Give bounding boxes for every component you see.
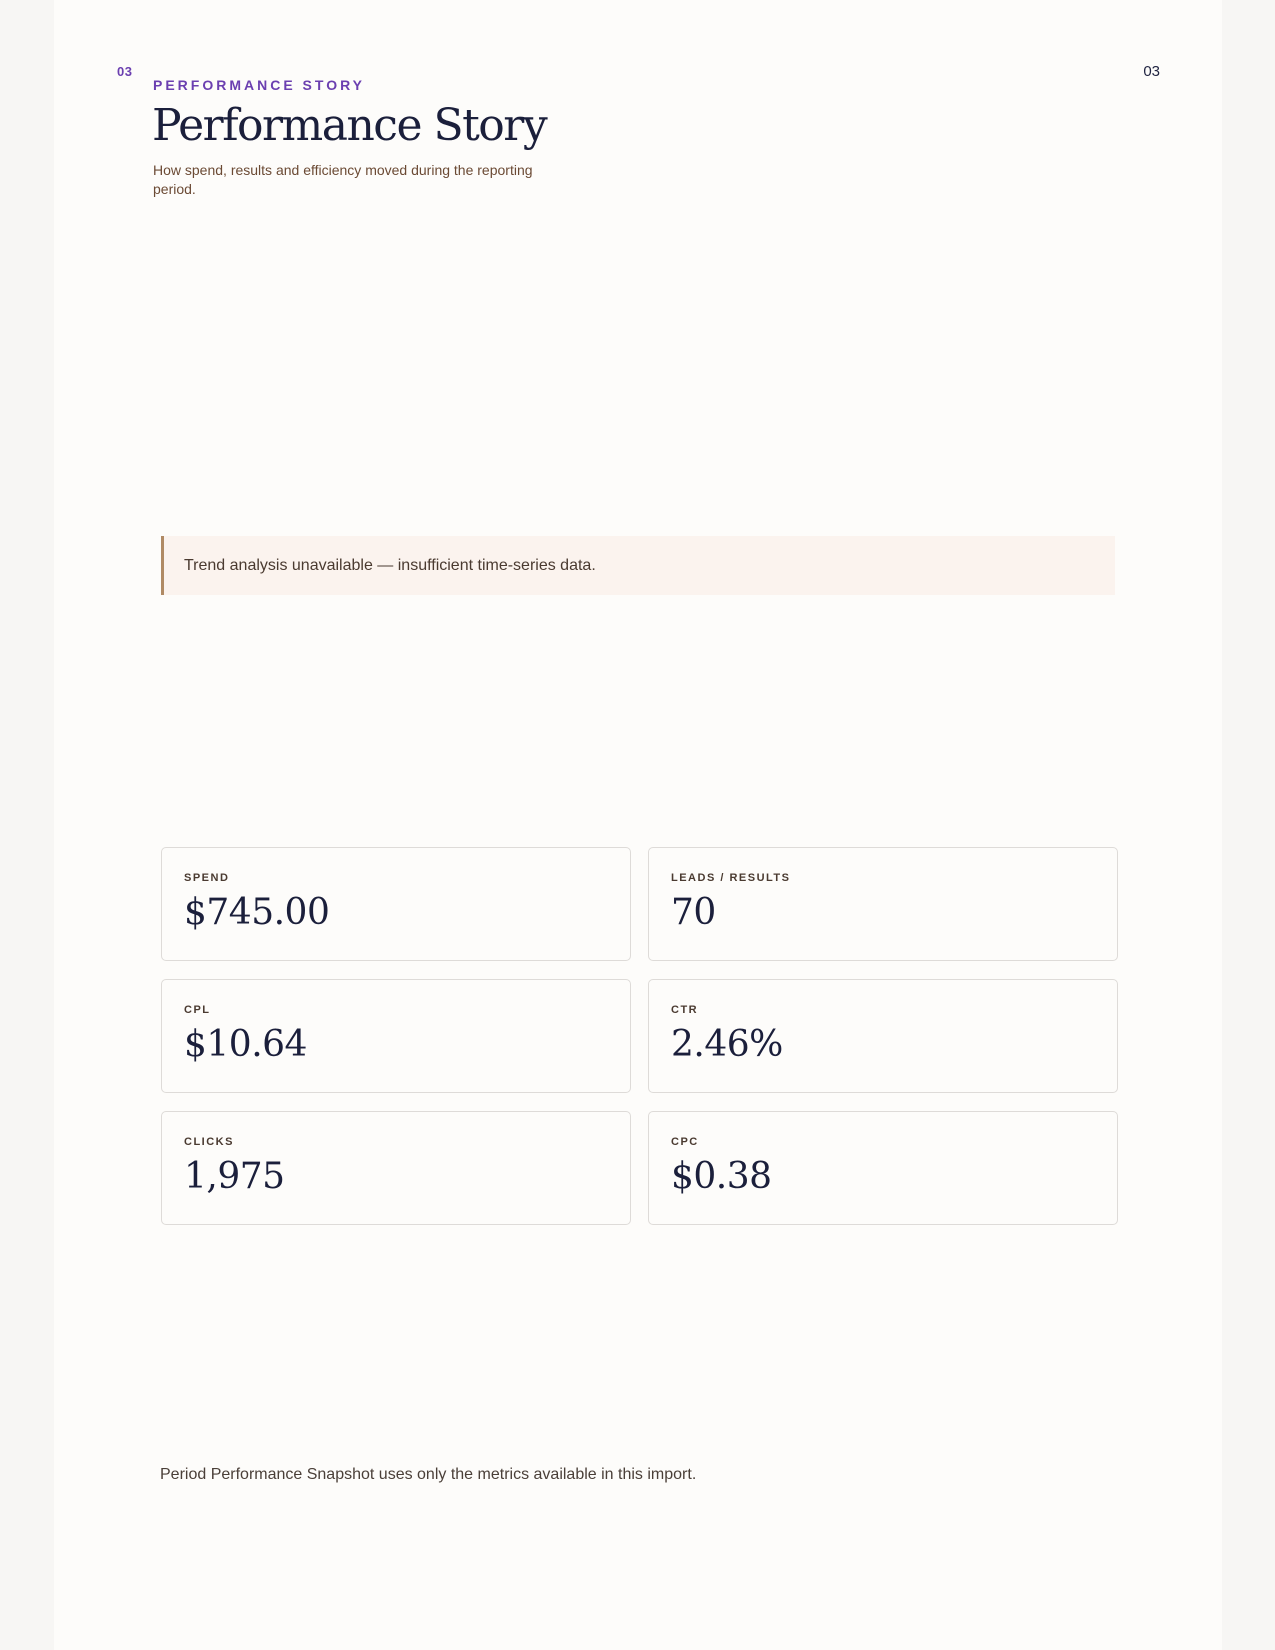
metric-value: $0.38 xyxy=(671,1156,772,1197)
metric-card-ctr xyxy=(648,979,1118,1093)
metric-label: LEADS / RESULTS xyxy=(671,872,791,884)
metric-value: $745.00 xyxy=(184,892,330,933)
trend-notice-text: Trend analysis unavailable — insufficient time-series data. xyxy=(184,556,596,574)
section-eyebrow: PERFORMANCE STORY xyxy=(153,77,366,93)
page-subtitle: How spend, results and efficiency moved during the reporting period. xyxy=(153,162,533,197)
metric-value: 1,975 xyxy=(184,1156,285,1197)
report-page xyxy=(54,0,1222,1650)
trend-unavailable-notice xyxy=(161,536,1115,595)
metric-label: CPC xyxy=(671,1136,699,1148)
footer-note: Period Performance Snapshot uses only the metrics available in this import. xyxy=(160,1466,697,1483)
metric-label: SPEND xyxy=(184,872,230,884)
metric-card-cpc xyxy=(648,1111,1118,1225)
page-number: 03 xyxy=(1143,63,1160,80)
metric-card-cpl xyxy=(161,979,631,1093)
page-title: Performance Story xyxy=(152,100,547,151)
metrics-grid xyxy=(161,847,1117,1225)
metric-label: CPL xyxy=(184,1004,211,1016)
metric-card-clicks xyxy=(161,1111,631,1225)
metric-card-spend xyxy=(161,847,631,961)
metric-value: 2.46% xyxy=(671,1024,783,1065)
metric-label: CLICKS xyxy=(184,1136,234,1148)
metric-label: CTR xyxy=(671,1004,699,1016)
section-number: 03 xyxy=(117,64,133,79)
metric-card-leads xyxy=(648,847,1118,961)
metric-value: 70 xyxy=(671,892,716,933)
metric-value: $10.64 xyxy=(184,1024,307,1065)
